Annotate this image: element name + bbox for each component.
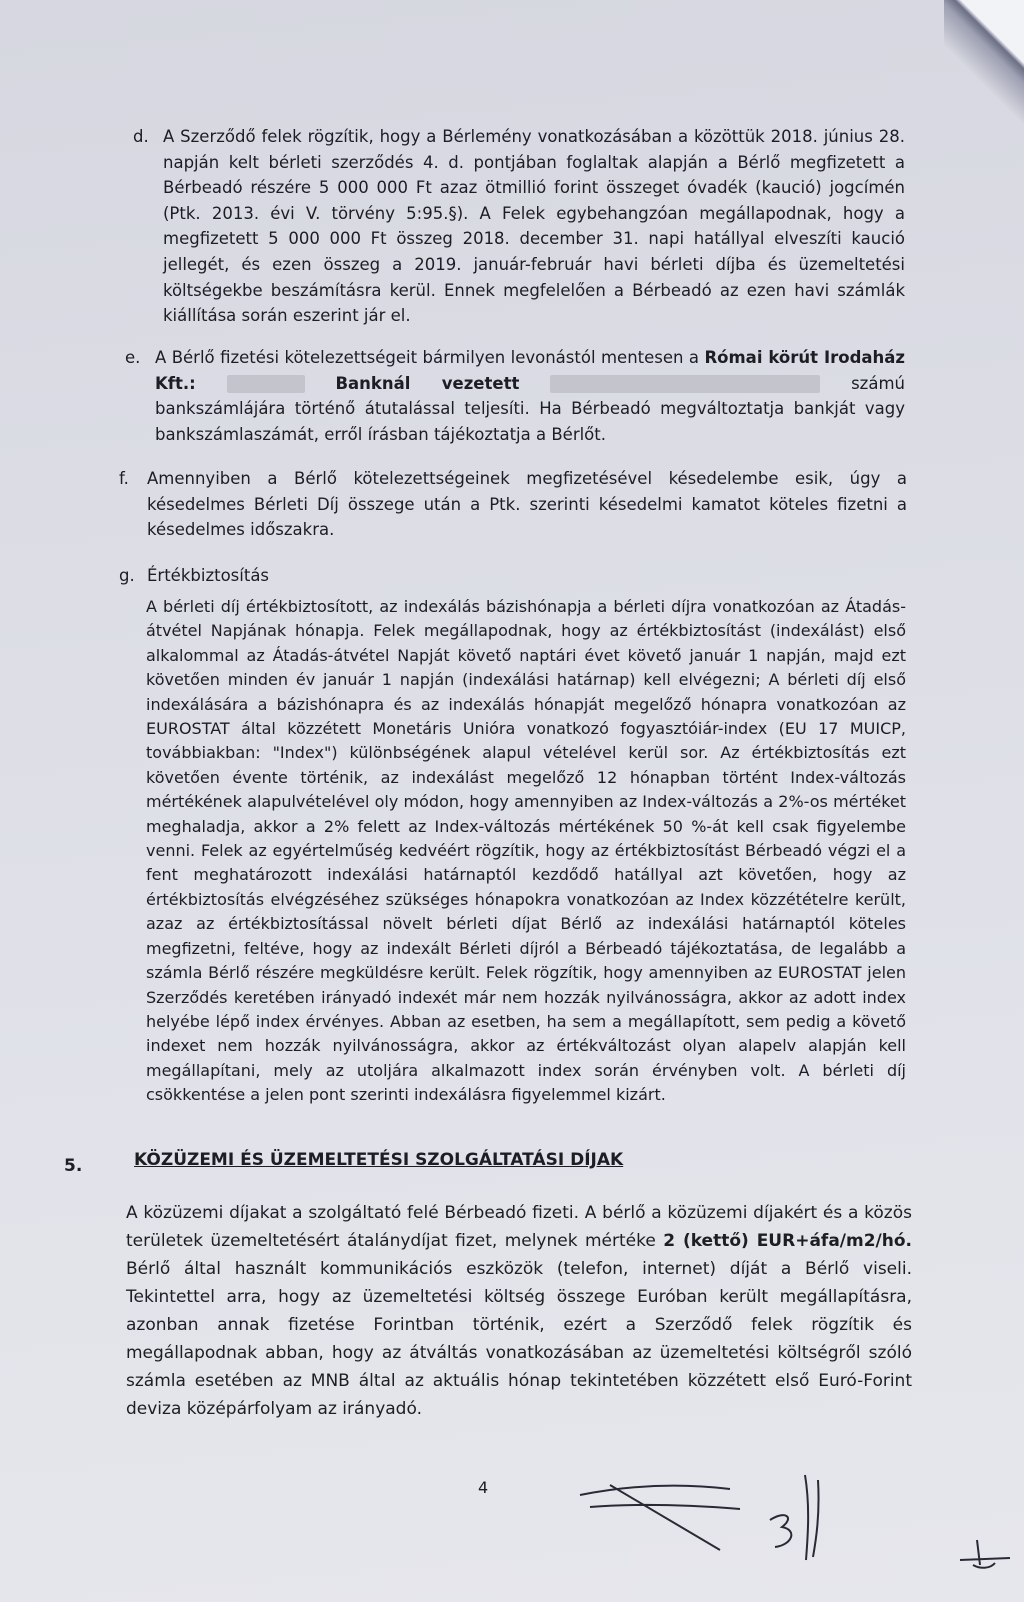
fee-amount: 2 (kettő) EUR+áfa/m2/hó.	[663, 1231, 912, 1251]
clause-text: A Szerződő felek rögzítik, hogy a Bérlemény vonatkozásában a közöttük 2018. június 28. napján kelt bérleti szerződés 4. d. pontjában foglaltak alapján a Bérlő megfizetett a Bérbeadó részére 5 000 000 Ft azaz ötmillió forint összeget óvadék (kaució) jogcímén (Ptk. 2013. évi V. törvény 5:95.§). A Felek egybehangzóan megállapodnak, hogy a megfizetett 5 000 000 Ft összeg 2018. december 31. napi hatállyal elveszíti kaució jellegét, és ezen összeg a 2019. január-február havi bérleti díjba és üzemeltetési költségekbe beszámításra kerül. Ennek megfelelően a Bérbeadó az ezen havi számlák kiállítása során eszerint jár el.	[163, 127, 905, 326]
section-title: KÖZÜZEMI ÉS ÜZEMELTETÉSI SZOLGÁLTATÁSI DÍJAK	[134, 1150, 624, 1170]
clause-g-body: A bérleti díj értékbiztosított, az indexálás bázishónapja a bérleti díjra vonatkozóan az Átadás-átvétel Napjának hónapja. Felek megállapodnak, hogy az értékbiztosítást (indexálást) első alkalommal az Átadás-átvétel Napját követő naptári évet követő január 1 napján, majd ezt követően minden év január 1 napján (indexálási határnap) kell elvégezni; A bérleti díj első indexálására a bázishónapra és az indexálás hónapját megelőző hónapra vonatkozóan az EUROSTAT által közzétett Monetáris Unióra vonatkozó fogyasztóiár-index (EU 17 MUICP, továbbiakban: "Index") különbségének alapul vételével kerül sor. Az értékbiztosítás ezt követően évente történik, az indexálást megelőző 12 hónapban történt Index-változás mértékének alapulvételével oly módon, hogy amennyiben az Index-változás a 2%-os mértéket meghaladja, akkor a 2% felett az Index-változás mértékének 50 %-át kell csak figyelembe venni. Felek az egyértelműség kedvéért rögzítik, hogy az értékbiztosítást Bérbeadó végzi el a fent meghatározott indexálási határnaptól kezdődő hatállyal azt követően, hogy az értékbiztosítás elvégzéséhez szükséges hónapokra vonatkozóan az Index közzétételre került, azaz az értékbiztosítással növelt bérleti díjat Bérlő az indexálási határnaptól köteles megfizetni, feltéve, hogy az indexált Bérleti díjról a Bérbeadó tájékoztatása, de legalább a számla Bérlő részére megküldésre került. Felek rögzítik, hogy amennyiben az EUROSTAT jelen Szerződés keretében irányadó indexét már nem hozzák nyilvánosságra, akkor az adott index helyébe lépő index érvényes. Abban az esetben, ha sem a megállapított, sem pedig a követő indexet nem hozzák nyilvánosságra, akkor az értékváltozást olyan alapelv alapján kell megállapítani, mely az utoljára alkalmazott index során érvényben volt. A bérleti díj csökkentése a jelen pont szerinti indexálásra figyelemmel kizárt.	[146, 597, 906, 1105]
section-text-part: A közüzemi díjakat a szolgáltató felé Bérbeadó fizeti. A bérlő a közüzemi díjakért és a közös területek üzemeltetésért átalánydíjat fizet, melynek mértéke	[126, 1203, 912, 1251]
clause-text-part: számú bankszámlájára történő átutalással teljesíti. Ha Bérbeadó megváltoztatja bankját vagy bankszámlaszámát, erről írásban tájékoztatja a Bérlőt.	[155, 373, 905, 444]
clause-marker: e.	[125, 348, 141, 367]
clause-heading: Értékbiztosítás	[147, 566, 270, 585]
clause-marker: g.	[119, 566, 135, 585]
clause-text-part: A Bérlő fizetési kötelezettségeit bármilyen levonástól mentesen a	[155, 348, 700, 367]
clause-text-part: Banknál vezetett	[335, 373, 520, 393]
company-name: Római körút Irodaház Kft.:	[155, 348, 906, 393]
page-number: 4	[478, 1478, 489, 1497]
clause-g	[119, 563, 907, 589]
clause-e	[125, 345, 905, 447]
clause-marker: d.	[133, 127, 149, 146]
signature-mark-right	[955, 1525, 1015, 1575]
clause-text	[155, 345, 905, 447]
clause-d	[133, 124, 905, 329]
section-text-part: Bérlő által használt kommunikációs eszközök (telefon, internet) díját a Bérlő viseli. Tekintettel arra, hogy az üzemeltetési költség összege Euróban került megállapításra, azonban annak fizetése Forintban történik, ezért a Szerződő felek rögzítik és megállapodnak abban, hogy az átváltás vonatkozásában az üzemeltetési költségről szóló számla esetében az MNB által az aktuális hónap tekintetében közzétett első Euró-Forint deviza középárfolyam az irányadó.	[126, 1259, 912, 1419]
page-corner	[944, 0, 1024, 130]
signature-mark	[570, 1445, 870, 1575]
section-body	[126, 1199, 912, 1423]
clause-f	[119, 466, 907, 543]
redacted-bank-name	[227, 375, 305, 393]
section-number: 5.	[64, 1156, 83, 1176]
clause-marker: f.	[119, 469, 129, 488]
clause-text: Amennyiben a Bérlő kötelezettségeinek megfizetésével késedelembe esik, úgy a késedelmes Bérleti Díj összege után a Ptk. szerinti késedelmi kamatot köteles fizetni a késedelmes időszakra.	[147, 469, 907, 540]
redacted-account-number	[550, 375, 820, 393]
